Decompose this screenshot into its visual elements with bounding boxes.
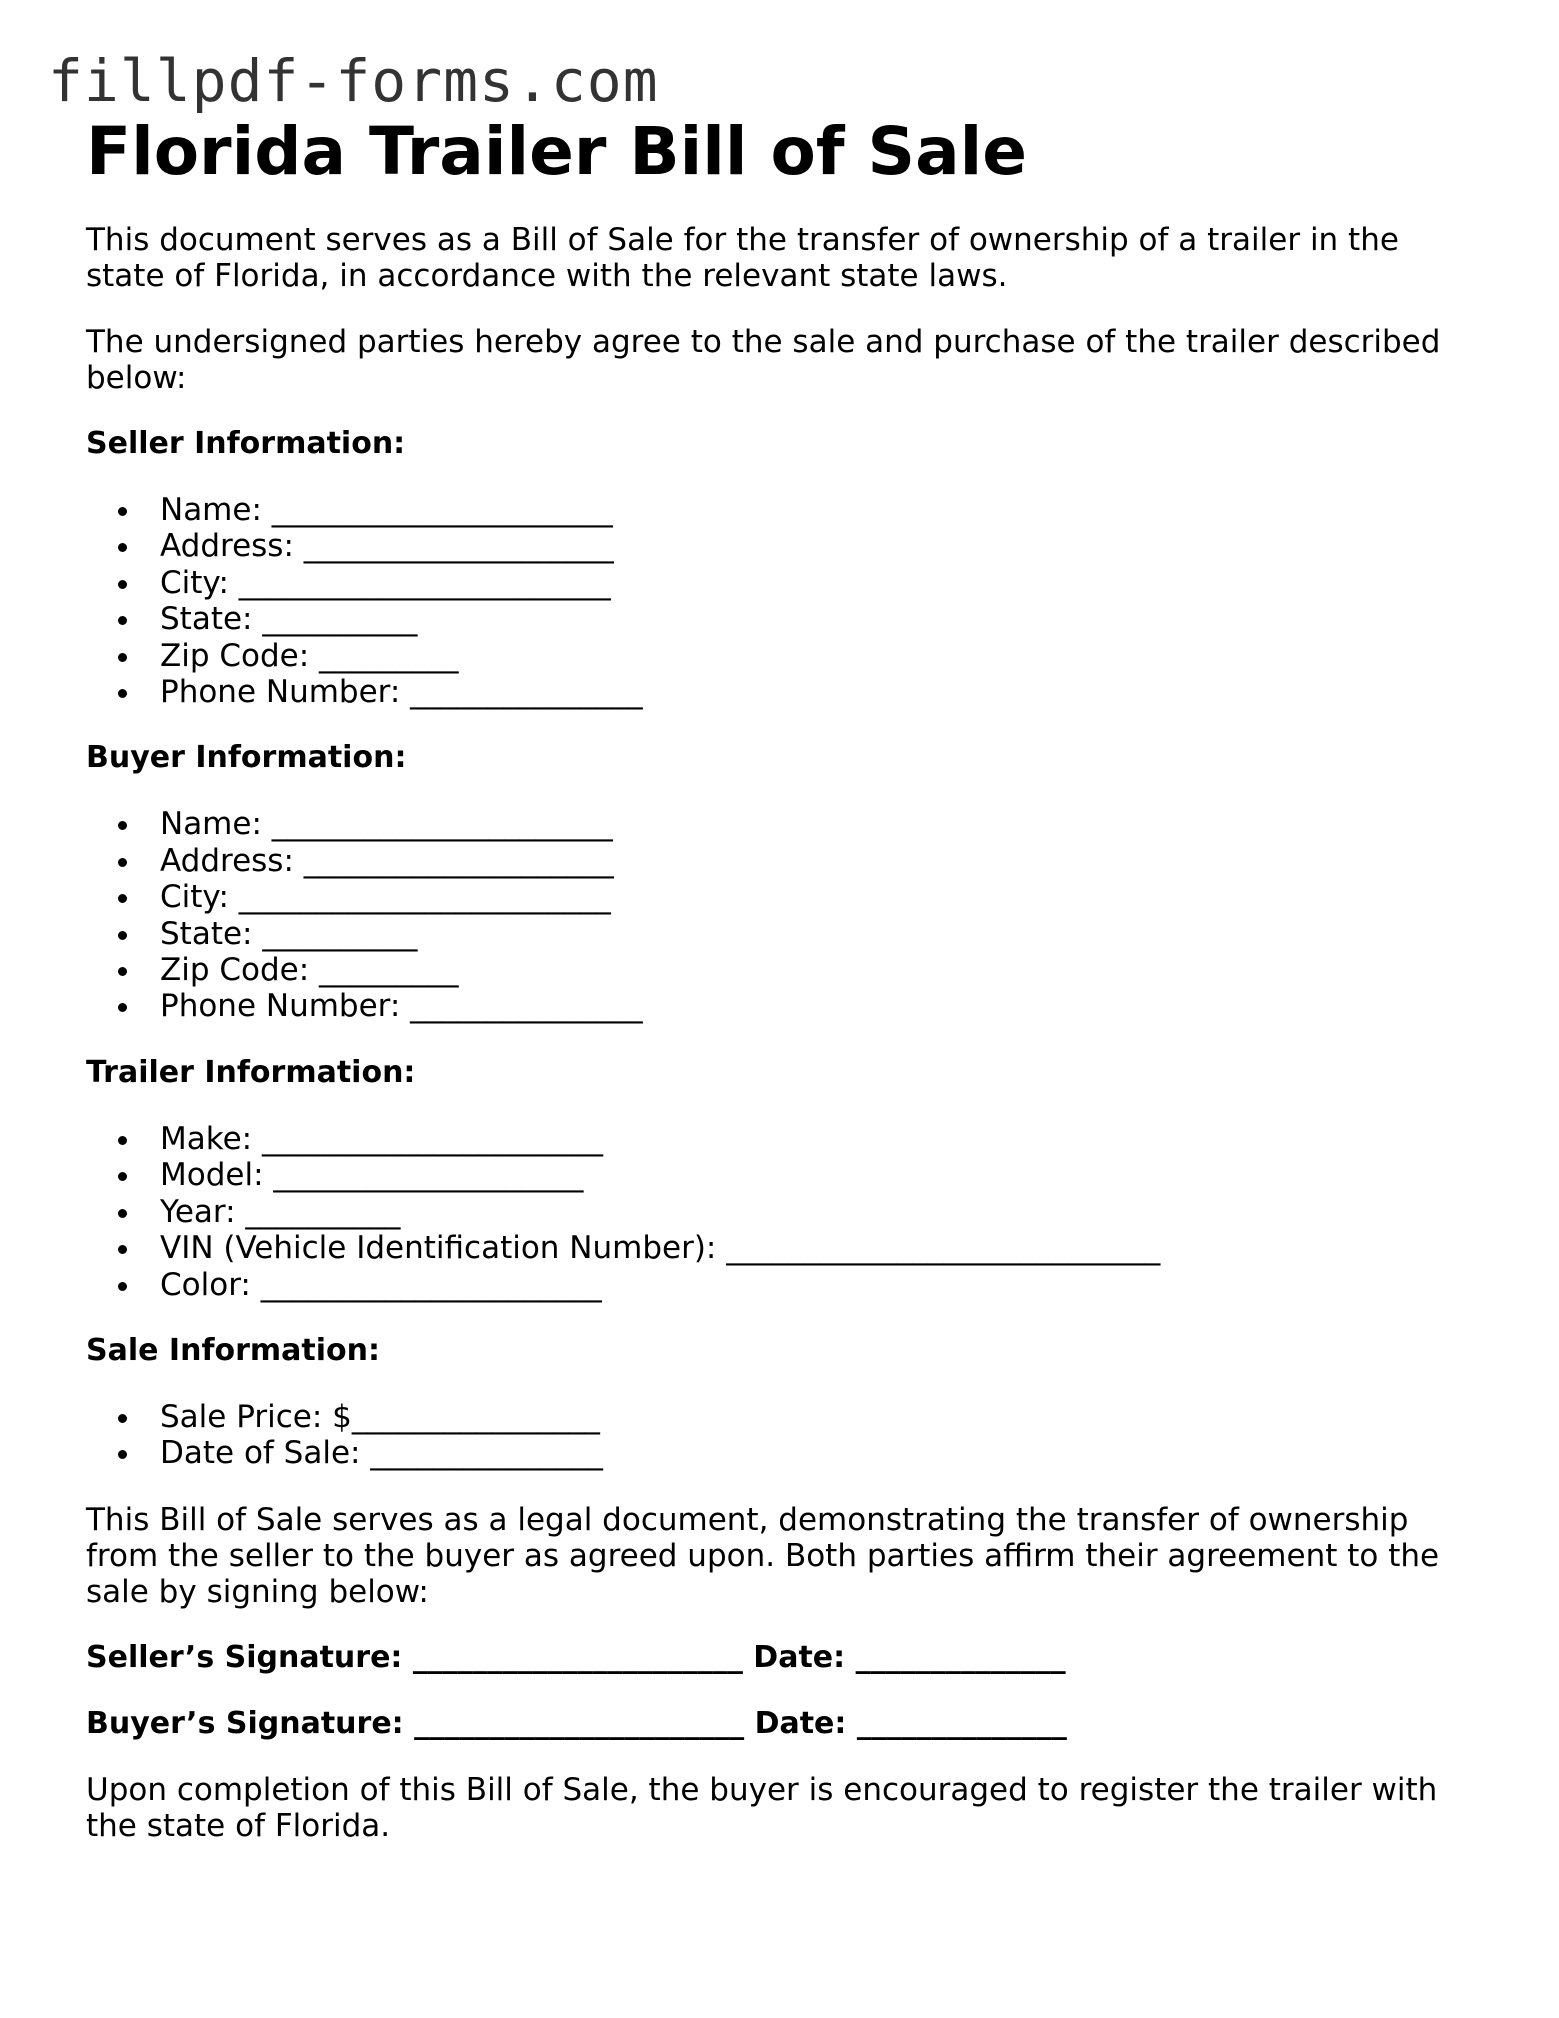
buyer-name-field: Name: ______________________ (160, 806, 1486, 842)
buyer-state-field: State: __________ (160, 916, 1486, 952)
trailer-section-heading: Trailer Information: (86, 1054, 416, 1090)
seller-phone-field: Phone Number: _______________ (160, 674, 1486, 710)
sale-section-heading: Sale Information: (86, 1332, 380, 1368)
trailer-year-field: Year: __________ (160, 1194, 1486, 1230)
page-title: Florida Trailer Bill of Sale (86, 113, 1028, 190)
trailer-make-field: Make: ______________________ (160, 1121, 1486, 1157)
buyer-city-field: City: ________________________ (160, 879, 1486, 915)
buyer-signature-line: Buyer’s Signature: ______________________ Date: ______________ (86, 1705, 1067, 1741)
seller-zip-field: Zip Code: _________ (160, 638, 1486, 674)
trailer-color-field: Color: ______________________ (160, 1267, 1486, 1303)
seller-name-field: Name: ______________________ (160, 492, 1486, 528)
seller-state-field: State: __________ (160, 601, 1486, 637)
sale-field-list (86, 1399, 1486, 1472)
buyer-phone-field: Phone Number: _______________ (160, 988, 1486, 1024)
buyer-field-list (86, 806, 1486, 1024)
seller-signature-line: Seller’s Signature: ______________________ Date: ______________ (86, 1639, 1066, 1675)
intro-paragraph-2: The undersigned parties hereby agree to the sale and purchase of the trailer described below: (86, 324, 1441, 396)
sale-price-field: Sale Price: $________________ (160, 1399, 1486, 1435)
seller-city-field: City: ________________________ (160, 565, 1486, 601)
document-page (86, 112, 1486, 1844)
final-note: Upon completion of this Bill of Sale, the buyer is encouraged to register the trailer with the state of Florida. (86, 1771, 1438, 1844)
buyer-section-heading: Buyer Information: (86, 740, 407, 776)
sale-date-field: Date of Sale: _______________ (160, 1435, 1486, 1471)
seller-field-list (86, 492, 1486, 710)
seller-address-field: Address: ____________________ (160, 528, 1486, 564)
closing-paragraph: This Bill of Sale serves as a legal document, demonstrating the transfer of ownership from the seller to the buyer as agreed upon. Both parties affirm their agreement to the sale by signing below: (86, 1501, 1440, 1610)
buyer-zip-field: Zip Code: _________ (160, 952, 1486, 988)
trailer-model-field: Model: ____________________ (160, 1157, 1486, 1193)
watermark: fillpdf-forms.com (48, 47, 659, 115)
trailer-vin-field: VIN (Vehicle Identification Number): ____________________________ (160, 1230, 1486, 1266)
seller-section-heading: Seller Information: (86, 426, 406, 461)
buyer-address-field: Address: ____________________ (160, 843, 1486, 879)
intro-paragraph-1: This document serves as a Bill of Sale for the transfer of ownership of a trailer in the state of Florida, in accordance with the relevant state laws. (86, 222, 1399, 294)
trailer-field-list (86, 1121, 1486, 1303)
